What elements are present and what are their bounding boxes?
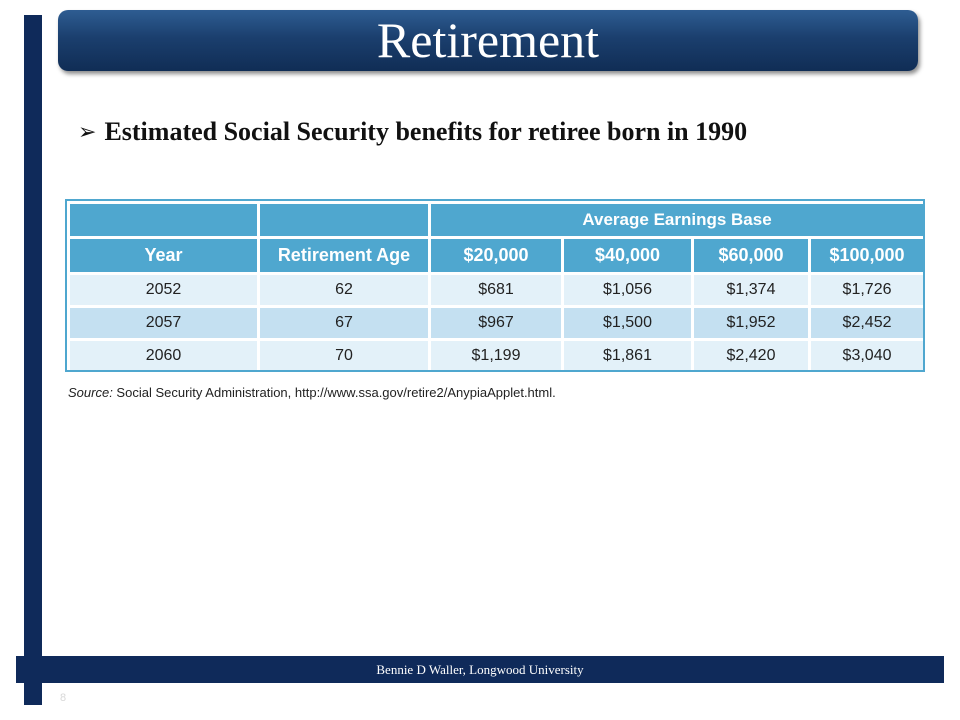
cell-benefit-40000: $1,861 xyxy=(563,340,693,373)
cell-benefit-60000: $1,952 xyxy=(693,307,810,340)
benefits-table xyxy=(67,201,926,374)
column-header-60000: $60,000 xyxy=(693,238,810,274)
cell-year: 2060 xyxy=(69,340,259,373)
table-column-header-row xyxy=(69,238,925,274)
table-row xyxy=(69,307,925,340)
column-header-40000: $40,000 xyxy=(563,238,693,274)
bullet-point xyxy=(78,114,747,150)
cell-benefit-40000: $1,056 xyxy=(563,274,693,307)
cell-benefit-60000: $1,374 xyxy=(693,274,810,307)
source-note xyxy=(68,385,556,400)
left-accent-bar xyxy=(24,15,42,705)
table-row xyxy=(69,274,925,307)
column-header-retirement-age: Retirement Age xyxy=(259,238,430,274)
cell-benefit-100000: $3,040 xyxy=(810,340,925,373)
header-blank-year xyxy=(69,203,259,238)
cell-benefit-20000: $1,199 xyxy=(430,340,563,373)
cell-retirement-age: 62 xyxy=(259,274,430,307)
cell-benefit-20000: $681 xyxy=(430,274,563,307)
cell-benefit-100000: $1,726 xyxy=(810,274,925,307)
group-header-average-earnings: Average Earnings Base xyxy=(430,203,925,238)
cell-benefit-100000: $2,452 xyxy=(810,307,925,340)
cell-benefit-20000: $967 xyxy=(430,307,563,340)
footer-text: Bennie D Waller, Longwood University xyxy=(376,661,584,677)
cell-retirement-age: 67 xyxy=(259,307,430,340)
cell-year: 2052 xyxy=(69,274,259,307)
arrow-bullet-icon: ➢ xyxy=(78,119,97,145)
column-header-year: Year xyxy=(69,238,259,274)
table-group-header-row xyxy=(69,203,925,238)
cell-retirement-age: 70 xyxy=(259,340,430,373)
column-header-100000: $100,000 xyxy=(810,238,925,274)
source-label: Source: xyxy=(68,385,113,400)
column-header-20000: $20,000 xyxy=(430,238,563,274)
table-row xyxy=(69,340,925,373)
title-banner xyxy=(58,10,918,71)
page-number: 8 xyxy=(60,692,67,704)
cell-benefit-40000: $1,500 xyxy=(563,307,693,340)
slide-title: Retirement xyxy=(376,11,600,68)
header-blank-age xyxy=(259,203,430,238)
cell-benefit-60000: $2,420 xyxy=(693,340,810,373)
source-text: Social Security Administration, http://www.ssa.gov/retire2/AnypiaApplet.html. xyxy=(112,385,556,400)
bullet-text: Estimated Social Security benefits for retiree born in 1990 xyxy=(104,117,748,146)
footer-bar xyxy=(16,656,944,683)
cell-year: 2057 xyxy=(69,307,259,340)
